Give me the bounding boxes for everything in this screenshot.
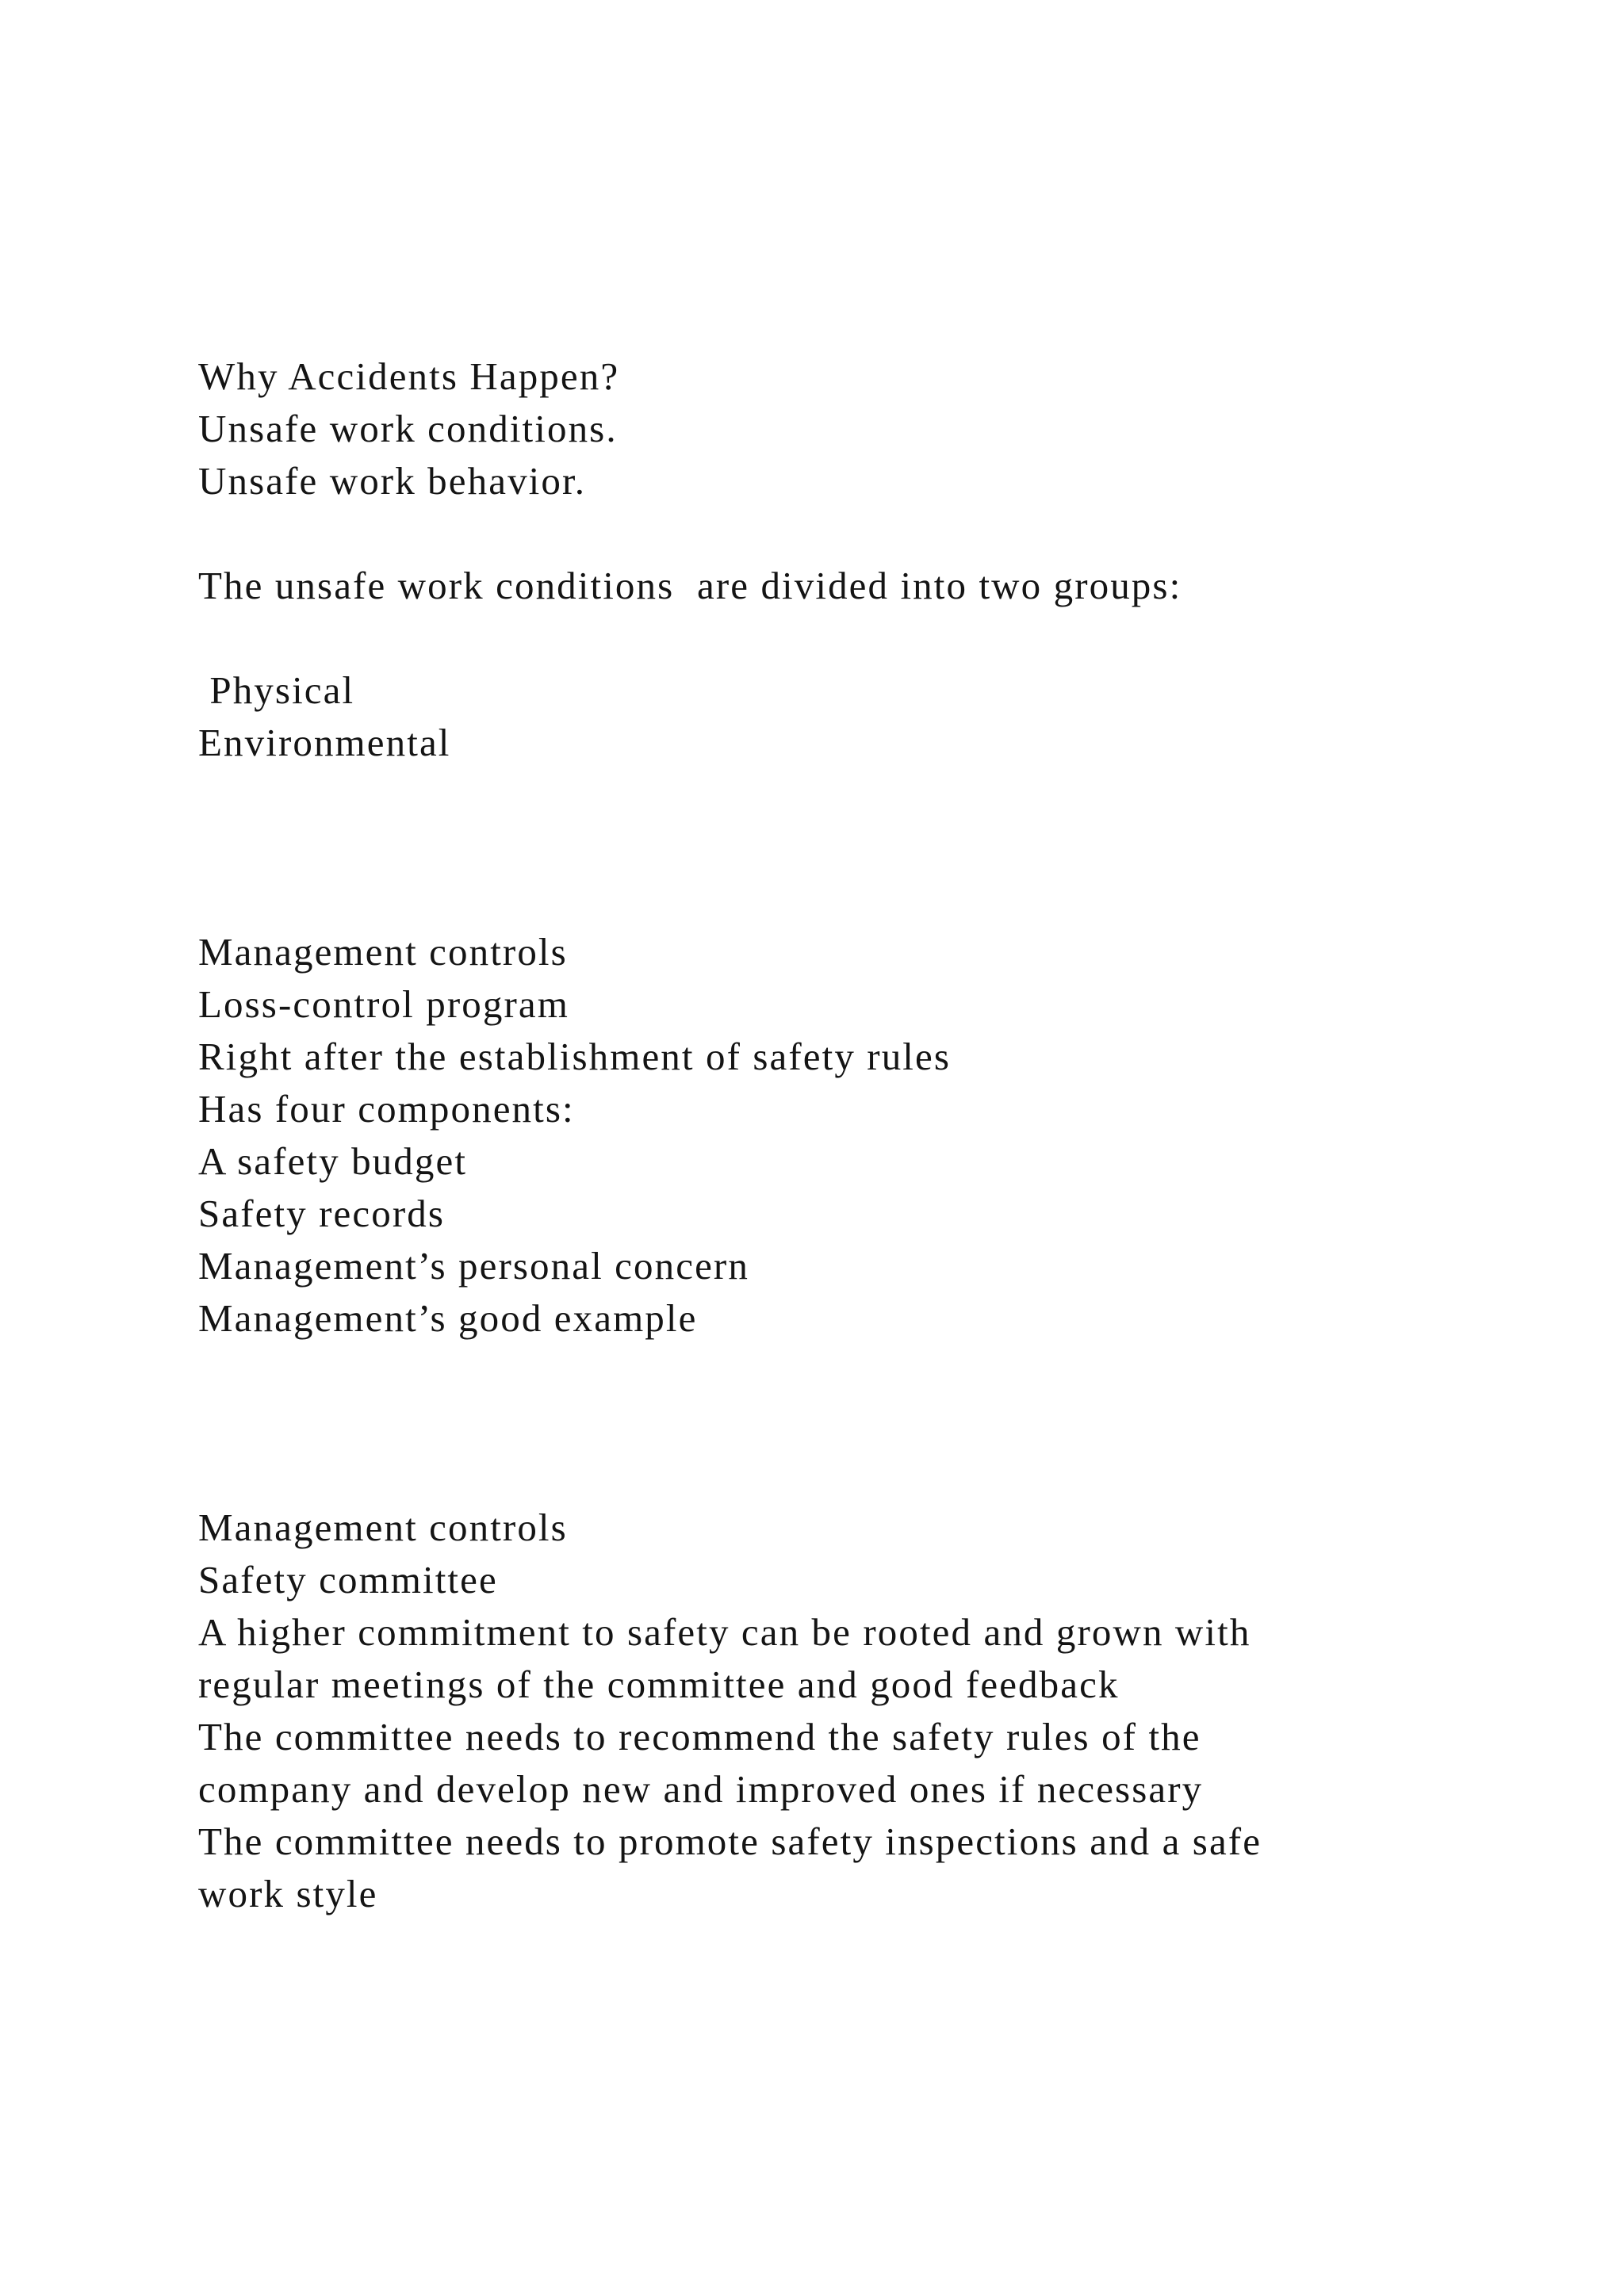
text-develop-new-rules: company and develop new and improved ones if necessary (198, 1767, 1204, 1811)
text-work-style: work style (198, 1872, 378, 1915)
text-good-example: Management’s good example (198, 1296, 698, 1340)
text-unsafe-work-behavior: Unsafe work behavior. (198, 459, 587, 503)
text-unsafe-work-conditions: Unsafe work conditions. (198, 407, 618, 450)
heading-management-controls: Management controls (198, 930, 568, 974)
heading-why-accidents-happen: Why Accidents Happen? (198, 354, 620, 398)
text-higher-commitment: A higher commitment to safety can be rooted and grown with (198, 1610, 1251, 1654)
text-right-after-safety-rules: Right after the establishment of safety rules (198, 1035, 952, 1078)
text-safety-budget: A safety budget (198, 1139, 468, 1183)
text-personal-concern: Management’s personal concern (198, 1244, 749, 1288)
text-environmental: Environmental (198, 721, 451, 764)
text-promote-inspections: The committee needs to promote safety inspections and a safe (198, 1820, 1262, 1863)
text-loss-control-program: Loss-control program (198, 982, 569, 1026)
text-four-components: Has four components: (198, 1087, 575, 1131)
text-regular-meetings: regular meetings of the committee and good feedback (198, 1663, 1120, 1706)
text-recommend-safety-rules: The committee needs to recommend the safety rules of the (198, 1715, 1201, 1758)
text-safety-committee: Safety committee (198, 1558, 498, 1601)
text-safety-records: Safety records (198, 1192, 446, 1235)
text-conditions-divided: The unsafe work conditions are divided into two groups: (198, 564, 1182, 607)
text-physical: Physical (198, 668, 355, 712)
heading-management-controls: Management controls (198, 1506, 568, 1549)
